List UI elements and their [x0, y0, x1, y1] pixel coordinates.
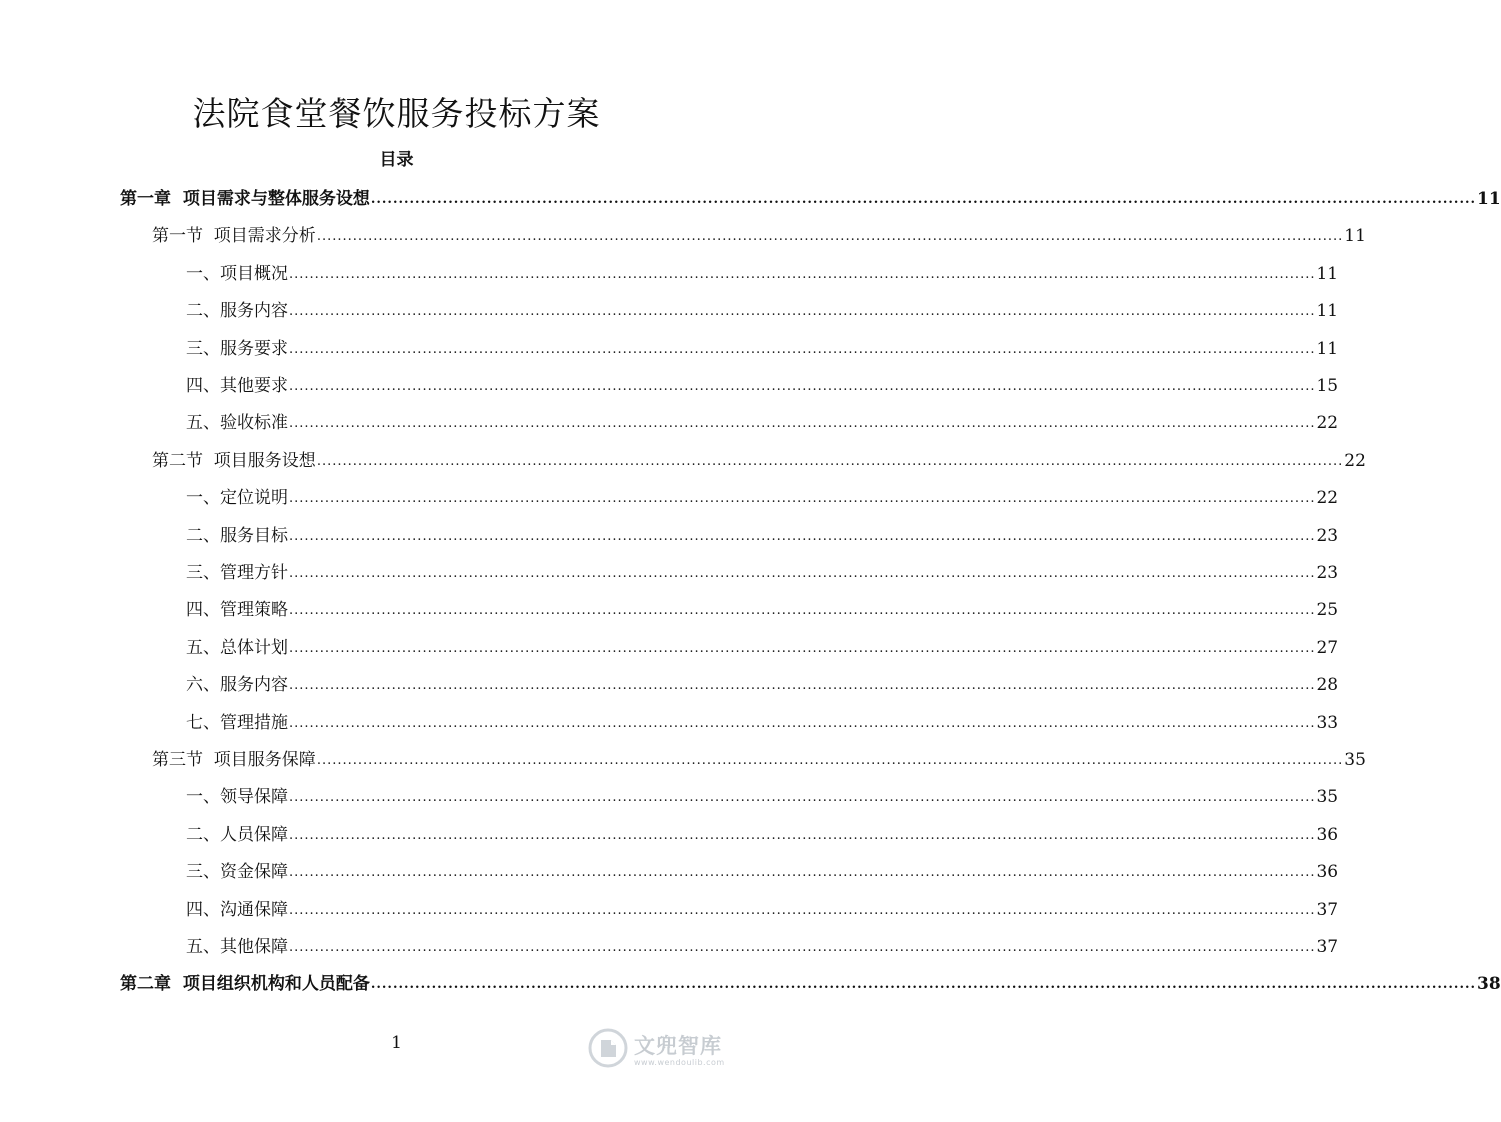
toc-dot-leader: ........................................................................................................................................................................................................ [289, 491, 1316, 507]
toc-entry-page: 28 [1316, 675, 1339, 696]
toc-entry-page: 33 [1316, 712, 1339, 733]
toc-entry-page: 37 [1316, 899, 1339, 920]
toc-entry[interactable] [186, 885, 1339, 921]
toc-entry-page: 11 [1477, 189, 1501, 209]
toc-entry[interactable] [186, 249, 1339, 285]
toc-entry-label: 第一节 项目需求分析 [152, 226, 316, 247]
toc-dot-leader: ........................................................................................................................................................................................................ [370, 977, 1477, 993]
toc-entry[interactable] [186, 772, 1339, 808]
toc-dot-leader: ........................................................................................................................................................................................................ [289, 379, 1316, 394]
toc-entry[interactable] [186, 585, 1339, 621]
toc-entry-label: 二、人员保障 [186, 824, 288, 845]
toc-dot-leader: ........................................................................................................................................................................................................ [289, 304, 1316, 320]
toc-dot-leader: ........................................................................................................................................................................................................ [289, 678, 1316, 694]
doc-logo-icon [588, 1028, 628, 1068]
watermark [588, 1020, 758, 1076]
toc-entry-label: 第一章 项目需求与整体服务设想 [120, 189, 370, 209]
toc-entry[interactable] [186, 361, 1339, 397]
toc-dot-leader: ........................................................................................................................................................................................................ [289, 528, 1316, 544]
toc-entry-label: 六、服务内容 [186, 675, 288, 696]
toc-dot-leader: ........................................................................................................................................................................................................ [289, 603, 1316, 619]
toc-entry[interactable] [186, 548, 1339, 584]
toc-entry[interactable] [152, 211, 1366, 247]
toc-dot-leader: ........................................................................................................................................................................................................ [289, 416, 1316, 432]
toc-entry-page: 11 [1316, 301, 1339, 322]
toc-dot-leader: ........................................................................................................................................................................................................ [289, 865, 1316, 881]
watermark-brand: 文兜智库 [634, 1033, 722, 1058]
toc-entry-label: 一、定位说明 [186, 488, 288, 509]
toc-entry-label: 一、领导保障 [186, 787, 288, 808]
page-number: 1 [391, 1033, 402, 1053]
toc-entry[interactable] [186, 398, 1339, 434]
toc-entry-label: 五、总体计划 [186, 637, 288, 658]
toc-entry-label: 一、项目概况 [186, 263, 288, 284]
toc-dot-leader: ........................................................................................................................................................................................................ [289, 640, 1316, 656]
toc-entry-page: 22 [1344, 450, 1366, 471]
toc-entry-page: 38 [1477, 974, 1501, 995]
toc-entry[interactable] [120, 959, 1501, 995]
toc-entry[interactable] [186, 623, 1339, 659]
watermark-url: www.wendoulib.com [634, 1057, 725, 1067]
toc-entry-label: 三、资金保障 [186, 862, 288, 883]
toc-entry[interactable] [186, 847, 1339, 883]
toc-entry[interactable] [120, 174, 1501, 210]
toc-entry[interactable] [186, 922, 1339, 958]
toc-entry[interactable] [186, 286, 1339, 322]
toc-entry-page: 11 [1316, 338, 1339, 359]
toc-entry[interactable] [152, 436, 1366, 472]
document-title: 法院食堂餐饮服务投标方案 [192, 94, 601, 133]
toc-dot-leader: ........................................................................................................................................................................................................ [289, 566, 1316, 581]
toc-entry-page: 22 [1316, 488, 1339, 509]
toc-entry-page: 27 [1316, 637, 1339, 658]
toc-entry[interactable] [186, 473, 1339, 509]
toc-entry-page: 37 [1316, 937, 1339, 957]
toc-entry-label: 五、验收标准 [186, 413, 288, 434]
toc-entry-page: 25 [1316, 600, 1339, 621]
toc-entry-label: 第二节 项目服务设想 [152, 450, 316, 471]
toc-dot-leader: ........................................................................................................................................................................................................ [370, 192, 1477, 207]
toc-entry-label: 第三节 项目服务保障 [152, 750, 316, 770]
toc-dot-leader: ........................................................................................................................................................................................................ [289, 827, 1316, 843]
toc-entry-label: 二、服务内容 [186, 301, 288, 322]
toc-entry-label: 三、服务要求 [186, 338, 288, 359]
toc-heading: 目录 [379, 150, 414, 170]
toc-entry[interactable] [186, 660, 1339, 696]
toc-entry-page: 35 [1316, 787, 1339, 808]
toc-dot-leader: ........................................................................................................................................................................................................ [289, 266, 1316, 282]
toc-entry-page: 15 [1316, 376, 1339, 396]
toc-entry-label: 二、服务目标 [186, 525, 288, 546]
toc-entry-label: 七、管理措施 [186, 712, 288, 733]
toc-entry[interactable] [186, 511, 1339, 547]
toc-entry-page: 22 [1316, 413, 1339, 434]
toc-entry-label: 四、沟通保障 [186, 899, 288, 920]
toc-dot-leader: ........................................................................................................................................................................................................ [289, 341, 1316, 357]
toc-entry[interactable] [186, 810, 1339, 846]
toc-entry-page: 23 [1316, 563, 1339, 583]
toc-entry-label: 四、管理策略 [186, 600, 288, 621]
toc-entry-page: 36 [1316, 862, 1339, 883]
toc-entry-label: 四、其他要求 [186, 376, 288, 396]
toc-entry-label: 三、管理方针 [186, 563, 288, 583]
toc-entry[interactable] [186, 324, 1339, 360]
toc-dot-leader: ........................................................................................................................................................................................................ [289, 715, 1316, 731]
toc-entry-page: 35 [1344, 750, 1366, 770]
toc-dot-leader: ........................................................................................................................................................................................................ [289, 940, 1316, 955]
toc-entry-label: 第二章 项目组织机构和人员配备 [120, 974, 370, 995]
toc-entry-page: 11 [1344, 226, 1366, 247]
toc-entry-label: 五、其他保障 [186, 937, 288, 957]
toc-entry-page: 23 [1316, 525, 1339, 546]
toc-entry-page: 36 [1316, 824, 1339, 845]
toc-dot-leader: ........................................................................................................................................................................................................ [316, 229, 1344, 245]
toc-dot-leader: ........................................................................................................................................................................................................ [289, 790, 1316, 806]
toc-entry[interactable] [152, 735, 1366, 771]
toc-dot-leader: ........................................................................................................................................................................................................ [289, 902, 1316, 918]
toc-dot-leader: ........................................................................................................................................................................................................ [316, 453, 1344, 469]
toc-entry-page: 11 [1316, 263, 1339, 284]
toc-dot-leader: ........................................................................................................................................................................................................ [316, 753, 1344, 768]
toc-entry[interactable] [186, 698, 1339, 734]
